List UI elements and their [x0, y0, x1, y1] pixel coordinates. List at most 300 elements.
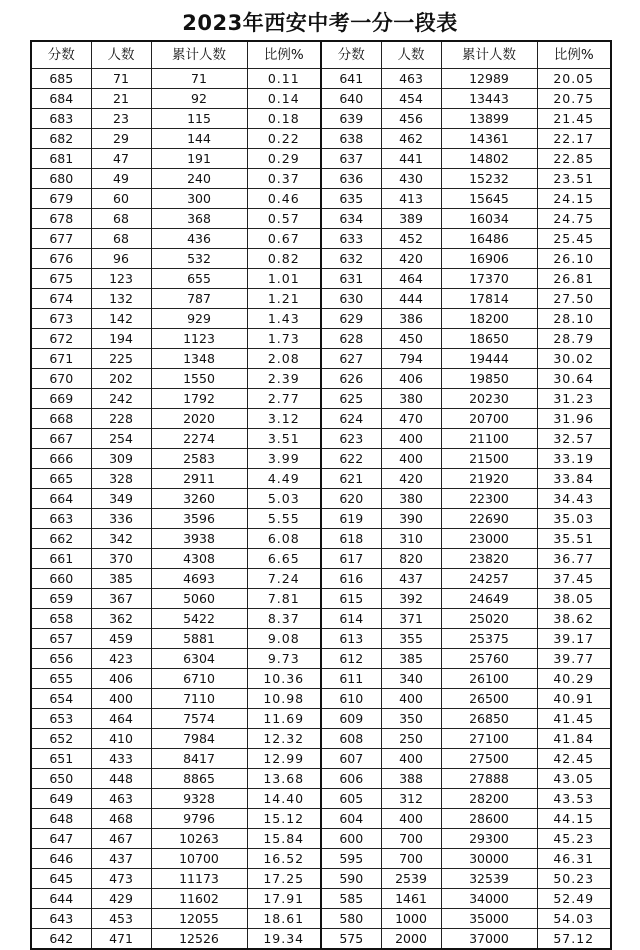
- cell-count-left: 68: [91, 229, 151, 249]
- cell-count-left: 433: [91, 749, 151, 769]
- cell-percent-left: 2.08: [247, 349, 321, 369]
- cell-count-left: 68: [91, 209, 151, 229]
- cell-score-left: 683: [31, 109, 91, 129]
- cell-count-right: 444: [381, 289, 441, 309]
- cell-cumulative-right: 21920: [441, 469, 537, 489]
- cell-score-right: 580: [321, 909, 381, 929]
- cell-score-right: 641: [321, 69, 381, 89]
- cell-score-left: 659: [31, 589, 91, 609]
- table-row: [31, 409, 611, 429]
- cell-count-right: 400: [381, 429, 441, 449]
- cell-cumulative-right: 20700: [441, 409, 537, 429]
- cell-score-left: 645: [31, 869, 91, 889]
- cell-score-right: 639: [321, 109, 381, 129]
- cell-percent-left: 1.21: [247, 289, 321, 309]
- cell-count-right: 437: [381, 569, 441, 589]
- cell-count-left: 336: [91, 509, 151, 529]
- cell-score-right: 629: [321, 309, 381, 329]
- table-row: [31, 729, 611, 749]
- cell-cumulative-right: 23820: [441, 549, 537, 569]
- cell-count-right: 420: [381, 249, 441, 269]
- table-row: [31, 429, 611, 449]
- header-cumulative-right: 累计人数: [441, 41, 537, 69]
- cell-score-left: 656: [31, 649, 91, 669]
- table-header-row: [31, 41, 611, 69]
- cell-cumulative-left: 12526: [151, 929, 247, 950]
- cell-percent-left: 1.73: [247, 329, 321, 349]
- cell-count-left: 225: [91, 349, 151, 369]
- cell-count-right: 400: [381, 689, 441, 709]
- cell-count-left: 362: [91, 609, 151, 629]
- cell-cumulative-right: 37000: [441, 929, 537, 950]
- cell-score-right: 610: [321, 689, 381, 709]
- cell-percent-left: 0.22: [247, 129, 321, 149]
- cell-percent-right: 43.53: [537, 789, 611, 809]
- cell-cumulative-left: 6304: [151, 649, 247, 669]
- cell-percent-left: 17.25: [247, 869, 321, 889]
- cell-score-right: 575: [321, 929, 381, 950]
- cell-percent-right: 35.03: [537, 509, 611, 529]
- cell-count-left: 367: [91, 589, 151, 609]
- cell-score-left: 678: [31, 209, 91, 229]
- cell-count-right: 2000: [381, 929, 441, 950]
- cell-count-right: 392: [381, 589, 441, 609]
- cell-score-left: 685: [31, 69, 91, 89]
- cell-score-right: 636: [321, 169, 381, 189]
- cell-score-left: 661: [31, 549, 91, 569]
- table-row: [31, 709, 611, 729]
- cell-percent-left: 15.12: [247, 809, 321, 829]
- cell-count-left: 194: [91, 329, 151, 349]
- cell-cumulative-right: 13443: [441, 89, 537, 109]
- cell-percent-left: 13.68: [247, 769, 321, 789]
- cell-count-left: 254: [91, 429, 151, 449]
- cell-count-right: 400: [381, 449, 441, 469]
- cell-count-left: 429: [91, 889, 151, 909]
- cell-percent-left: 0.67: [247, 229, 321, 249]
- table-row: [31, 929, 611, 950]
- cell-cumulative-right: 28200: [441, 789, 537, 809]
- cell-score-left: 653: [31, 709, 91, 729]
- table-row: [31, 689, 611, 709]
- cell-percent-left: 6.08: [247, 529, 321, 549]
- header-score-right: 分数: [321, 41, 381, 69]
- cell-cumulative-left: 7110: [151, 689, 247, 709]
- cell-percent-right: 20.05: [537, 69, 611, 89]
- cell-cumulative-right: 26100: [441, 669, 537, 689]
- table-row: [31, 529, 611, 549]
- cell-score-right: 620: [321, 489, 381, 509]
- cell-count-right: 386: [381, 309, 441, 329]
- cell-count-right: 700: [381, 849, 441, 869]
- table-row: [31, 509, 611, 529]
- cell-count-right: 462: [381, 129, 441, 149]
- cell-cumulative-left: 115: [151, 109, 247, 129]
- cell-percent-right: 37.45: [537, 569, 611, 589]
- cell-score-left: 669: [31, 389, 91, 409]
- cell-cumulative-right: 25375: [441, 629, 537, 649]
- cell-count-left: 464: [91, 709, 151, 729]
- cell-cumulative-right: 24257: [441, 569, 537, 589]
- cell-cumulative-left: 436: [151, 229, 247, 249]
- cell-cumulative-left: 12055: [151, 909, 247, 929]
- cell-percent-right: 40.29: [537, 669, 611, 689]
- cell-cumulative-right: 21100: [441, 429, 537, 449]
- cell-count-left: 423: [91, 649, 151, 669]
- cell-score-right: 616: [321, 569, 381, 589]
- cell-count-right: 454: [381, 89, 441, 109]
- cell-score-right: 632: [321, 249, 381, 269]
- cell-count-left: 60: [91, 189, 151, 209]
- table-row: [31, 669, 611, 689]
- cell-cumulative-right: 27888: [441, 769, 537, 789]
- cell-percent-right: 27.50: [537, 289, 611, 309]
- cell-score-right: 624: [321, 409, 381, 429]
- cell-count-left: 123: [91, 269, 151, 289]
- cell-cumulative-left: 929: [151, 309, 247, 329]
- cell-percent-right: 39.17: [537, 629, 611, 649]
- cell-count-right: 385: [381, 649, 441, 669]
- cell-score-left: 650: [31, 769, 91, 789]
- table-row: [31, 309, 611, 329]
- table-row: [31, 149, 611, 169]
- table-row: [31, 109, 611, 129]
- cell-count-left: 471: [91, 929, 151, 950]
- cell-count-right: 1000: [381, 909, 441, 929]
- cell-percent-left: 1.43: [247, 309, 321, 329]
- cell-count-right: 390: [381, 509, 441, 529]
- page-title: 2023年西安中考一分一段表: [182, 11, 458, 35]
- cell-score-right: 611: [321, 669, 381, 689]
- cell-cumulative-left: 2583: [151, 449, 247, 469]
- cell-percent-left: 3.99: [247, 449, 321, 469]
- cell-percent-right: 43.05: [537, 769, 611, 789]
- cell-score-right: 630: [321, 289, 381, 309]
- cell-score-left: 642: [31, 929, 91, 950]
- cell-score-left: 648: [31, 809, 91, 829]
- cell-score-right: 609: [321, 709, 381, 729]
- cell-percent-right: 45.23: [537, 829, 611, 849]
- cell-percent-right: 38.05: [537, 589, 611, 609]
- header-percent-right: 比例%: [537, 41, 611, 69]
- cell-score-right: 618: [321, 529, 381, 549]
- cell-cumulative-left: 7984: [151, 729, 247, 749]
- cell-percent-right: 34.43: [537, 489, 611, 509]
- cell-cumulative-left: 6710: [151, 669, 247, 689]
- cell-cumulative-right: 34000: [441, 889, 537, 909]
- cell-count-left: 448: [91, 769, 151, 789]
- header-count-right: 人数: [381, 41, 441, 69]
- cell-percent-right: 40.91: [537, 689, 611, 709]
- cell-percent-left: 14.40: [247, 789, 321, 809]
- cell-cumulative-right: 27500: [441, 749, 537, 769]
- table-row: [31, 549, 611, 569]
- cell-percent-right: 35.51: [537, 529, 611, 549]
- cell-score-left: 652: [31, 729, 91, 749]
- cell-count-left: 473: [91, 869, 151, 889]
- cell-score-right: 614: [321, 609, 381, 629]
- cell-score-left: 651: [31, 749, 91, 769]
- cell-cumulative-right: 35000: [441, 909, 537, 929]
- cell-count-right: 463: [381, 69, 441, 89]
- cell-percent-left: 7.81: [247, 589, 321, 609]
- cell-cumulative-left: 191: [151, 149, 247, 169]
- cell-cumulative-left: 1348: [151, 349, 247, 369]
- cell-cumulative-right: 22690: [441, 509, 537, 529]
- cell-cumulative-right: 22300: [441, 489, 537, 509]
- cell-percent-left: 10.36: [247, 669, 321, 689]
- cell-cumulative-left: 9328: [151, 789, 247, 809]
- cell-count-right: 400: [381, 749, 441, 769]
- cell-score-left: 667: [31, 429, 91, 449]
- cell-count-left: 467: [91, 829, 151, 849]
- cell-percent-left: 2.77: [247, 389, 321, 409]
- cell-score-right: 606: [321, 769, 381, 789]
- cell-percent-right: 42.45: [537, 749, 611, 769]
- cell-count-right: 389: [381, 209, 441, 229]
- cell-score-right: 623: [321, 429, 381, 449]
- cell-cumulative-left: 5881: [151, 629, 247, 649]
- cell-percent-right: 20.75: [537, 89, 611, 109]
- cell-cumulative-left: 1550: [151, 369, 247, 389]
- header-percent-left: 比例%: [247, 41, 321, 69]
- cell-cumulative-left: 3938: [151, 529, 247, 549]
- cell-cumulative-right: 15232: [441, 169, 537, 189]
- cell-percent-right: 39.77: [537, 649, 611, 669]
- cell-cumulative-right: 20230: [441, 389, 537, 409]
- cell-cumulative-left: 1792: [151, 389, 247, 409]
- cell-cumulative-right: 32539: [441, 869, 537, 889]
- cell-cumulative-left: 10263: [151, 829, 247, 849]
- cell-score-right: 619: [321, 509, 381, 529]
- cell-score-left: 684: [31, 89, 91, 109]
- cell-cumulative-left: 787: [151, 289, 247, 309]
- cell-percent-right: 33.19: [537, 449, 611, 469]
- cell-percent-left: 0.82: [247, 249, 321, 269]
- cell-percent-left: 0.37: [247, 169, 321, 189]
- cell-count-left: 132: [91, 289, 151, 309]
- cell-score-left: 672: [31, 329, 91, 349]
- cell-count-left: 202: [91, 369, 151, 389]
- cell-count-right: 350: [381, 709, 441, 729]
- cell-score-left: 655: [31, 669, 91, 689]
- table-row: [31, 289, 611, 309]
- cell-cumulative-right: 29300: [441, 829, 537, 849]
- cell-score-left: 644: [31, 889, 91, 909]
- cell-percent-right: 30.02: [537, 349, 611, 369]
- cell-score-left: 680: [31, 169, 91, 189]
- cell-count-right: 794: [381, 349, 441, 369]
- cell-score-right: 595: [321, 849, 381, 869]
- cell-count-right: 456: [381, 109, 441, 129]
- cell-percent-right: 57.12: [537, 929, 611, 950]
- cell-percent-left: 9.08: [247, 629, 321, 649]
- cell-score-left: 660: [31, 569, 91, 589]
- cell-percent-right: 50.23: [537, 869, 611, 889]
- cell-score-right: 637: [321, 149, 381, 169]
- cell-score-right: 607: [321, 749, 381, 769]
- cell-score-right: 633: [321, 229, 381, 249]
- cell-count-right: 464: [381, 269, 441, 289]
- cell-percent-right: 54.03: [537, 909, 611, 929]
- cell-cumulative-left: 3596: [151, 509, 247, 529]
- cell-count-right: 250: [381, 729, 441, 749]
- cell-cumulative-left: 5422: [151, 609, 247, 629]
- cell-cumulative-left: 11602: [151, 889, 247, 909]
- cell-score-left: 673: [31, 309, 91, 329]
- cell-percent-left: 15.84: [247, 829, 321, 849]
- cell-score-left: 666: [31, 449, 91, 469]
- cell-percent-left: 7.24: [247, 569, 321, 589]
- cell-percent-left: 8.37: [247, 609, 321, 629]
- cell-score-left: 675: [31, 269, 91, 289]
- cell-count-left: 328: [91, 469, 151, 489]
- cell-cumulative-right: 15645: [441, 189, 537, 209]
- cell-count-left: 463: [91, 789, 151, 809]
- table-row: [31, 889, 611, 909]
- cell-cumulative-left: 144: [151, 129, 247, 149]
- cell-count-right: 340: [381, 669, 441, 689]
- table-row: [31, 589, 611, 609]
- cell-percent-right: 23.51: [537, 169, 611, 189]
- cell-percent-left: 10.98: [247, 689, 321, 709]
- cell-count-left: 142: [91, 309, 151, 329]
- cell-percent-right: 31.23: [537, 389, 611, 409]
- cell-percent-left: 0.46: [247, 189, 321, 209]
- cell-score-left: 649: [31, 789, 91, 809]
- cell-count-right: 388: [381, 769, 441, 789]
- table-row: [31, 749, 611, 769]
- cell-cumulative-right: 16034: [441, 209, 537, 229]
- cell-score-left: 676: [31, 249, 91, 269]
- cell-score-right: 615: [321, 589, 381, 609]
- table-row: [31, 769, 611, 789]
- cell-percent-right: 41.45: [537, 709, 611, 729]
- cell-cumulative-left: 3260: [151, 489, 247, 509]
- cell-cumulative-right: 26500: [441, 689, 537, 709]
- cell-count-right: 2539: [381, 869, 441, 889]
- cell-count-right: 441: [381, 149, 441, 169]
- cell-percent-left: 0.11: [247, 69, 321, 89]
- cell-cumulative-right: 26850: [441, 709, 537, 729]
- cell-cumulative-right: 25020: [441, 609, 537, 629]
- cell-score-left: 668: [31, 409, 91, 429]
- table-row: [31, 789, 611, 809]
- cell-cumulative-left: 532: [151, 249, 247, 269]
- table-row: [31, 349, 611, 369]
- cell-percent-left: 5.03: [247, 489, 321, 509]
- cell-count-left: 29: [91, 129, 151, 149]
- table-row: [31, 449, 611, 469]
- cell-count-left: 71: [91, 69, 151, 89]
- cell-cumulative-left: 9796: [151, 809, 247, 829]
- cell-cumulative-right: 17370: [441, 269, 537, 289]
- header-cumulative-left: 累计人数: [151, 41, 247, 69]
- cell-score-left: 665: [31, 469, 91, 489]
- cell-cumulative-left: 300: [151, 189, 247, 209]
- cell-cumulative-left: 368: [151, 209, 247, 229]
- cell-score-left: 664: [31, 489, 91, 509]
- cell-percent-left: 5.55: [247, 509, 321, 529]
- cell-count-right: 312: [381, 789, 441, 809]
- cell-count-left: 47: [91, 149, 151, 169]
- cell-count-right: 400: [381, 809, 441, 829]
- header-count-left: 人数: [91, 41, 151, 69]
- cell-score-left: 657: [31, 629, 91, 649]
- cell-score-left: 662: [31, 529, 91, 549]
- cell-count-right: 355: [381, 629, 441, 649]
- cell-count-left: 385: [91, 569, 151, 589]
- cell-cumulative-left: 11173: [151, 869, 247, 889]
- cell-cumulative-right: 16486: [441, 229, 537, 249]
- cell-score-left: 647: [31, 829, 91, 849]
- cell-percent-right: 22.17: [537, 129, 611, 149]
- cell-cumulative-left: 8417: [151, 749, 247, 769]
- cell-cumulative-right: 19850: [441, 369, 537, 389]
- cell-cumulative-left: 2274: [151, 429, 247, 449]
- table-row: [31, 129, 611, 149]
- cell-percent-right: 30.64: [537, 369, 611, 389]
- cell-percent-right: 32.57: [537, 429, 611, 449]
- cell-percent-left: 19.34: [247, 929, 321, 950]
- cell-cumulative-right: 25760: [441, 649, 537, 669]
- cell-count-right: 452: [381, 229, 441, 249]
- cell-count-right: 406: [381, 369, 441, 389]
- cell-percent-right: 36.77: [537, 549, 611, 569]
- cell-count-left: 459: [91, 629, 151, 649]
- cell-percent-right: 41.84: [537, 729, 611, 749]
- cell-count-left: 49: [91, 169, 151, 189]
- cell-score-left: 646: [31, 849, 91, 869]
- cell-cumulative-right: 12989: [441, 69, 537, 89]
- table-row: [31, 829, 611, 849]
- table-row: [31, 569, 611, 589]
- table-row: [31, 649, 611, 669]
- cell-percent-left: 6.65: [247, 549, 321, 569]
- cell-cumulative-right: 14802: [441, 149, 537, 169]
- cell-score-right: 585: [321, 889, 381, 909]
- cell-score-right: 621: [321, 469, 381, 489]
- cell-count-right: 380: [381, 489, 441, 509]
- cell-cumulative-left: 655: [151, 269, 247, 289]
- cell-percent-left: 0.14: [247, 89, 321, 109]
- cell-score-right: 625: [321, 389, 381, 409]
- cell-score-left: 674: [31, 289, 91, 309]
- cell-cumulative-right: 23000: [441, 529, 537, 549]
- table-row: [31, 809, 611, 829]
- cell-percent-left: 0.18: [247, 109, 321, 129]
- cell-count-left: 406: [91, 669, 151, 689]
- cell-percent-right: 38.62: [537, 609, 611, 629]
- table-row: [31, 89, 611, 109]
- cell-percent-left: 17.91: [247, 889, 321, 909]
- cell-percent-left: 12.32: [247, 729, 321, 749]
- table-row: [31, 389, 611, 409]
- cell-score-left: 670: [31, 369, 91, 389]
- cell-cumulative-right: 14361: [441, 129, 537, 149]
- cell-score-right: 600: [321, 829, 381, 849]
- cell-score-right: 622: [321, 449, 381, 469]
- cell-score-right: 590: [321, 869, 381, 889]
- cell-score-right: 605: [321, 789, 381, 809]
- cell-percent-right: 26.10: [537, 249, 611, 269]
- table-row: [31, 69, 611, 89]
- cell-cumulative-right: 27100: [441, 729, 537, 749]
- cell-count-left: 370: [91, 549, 151, 569]
- header-score-left: 分数: [31, 41, 91, 69]
- cell-count-left: 242: [91, 389, 151, 409]
- cell-cumulative-left: 1123: [151, 329, 247, 349]
